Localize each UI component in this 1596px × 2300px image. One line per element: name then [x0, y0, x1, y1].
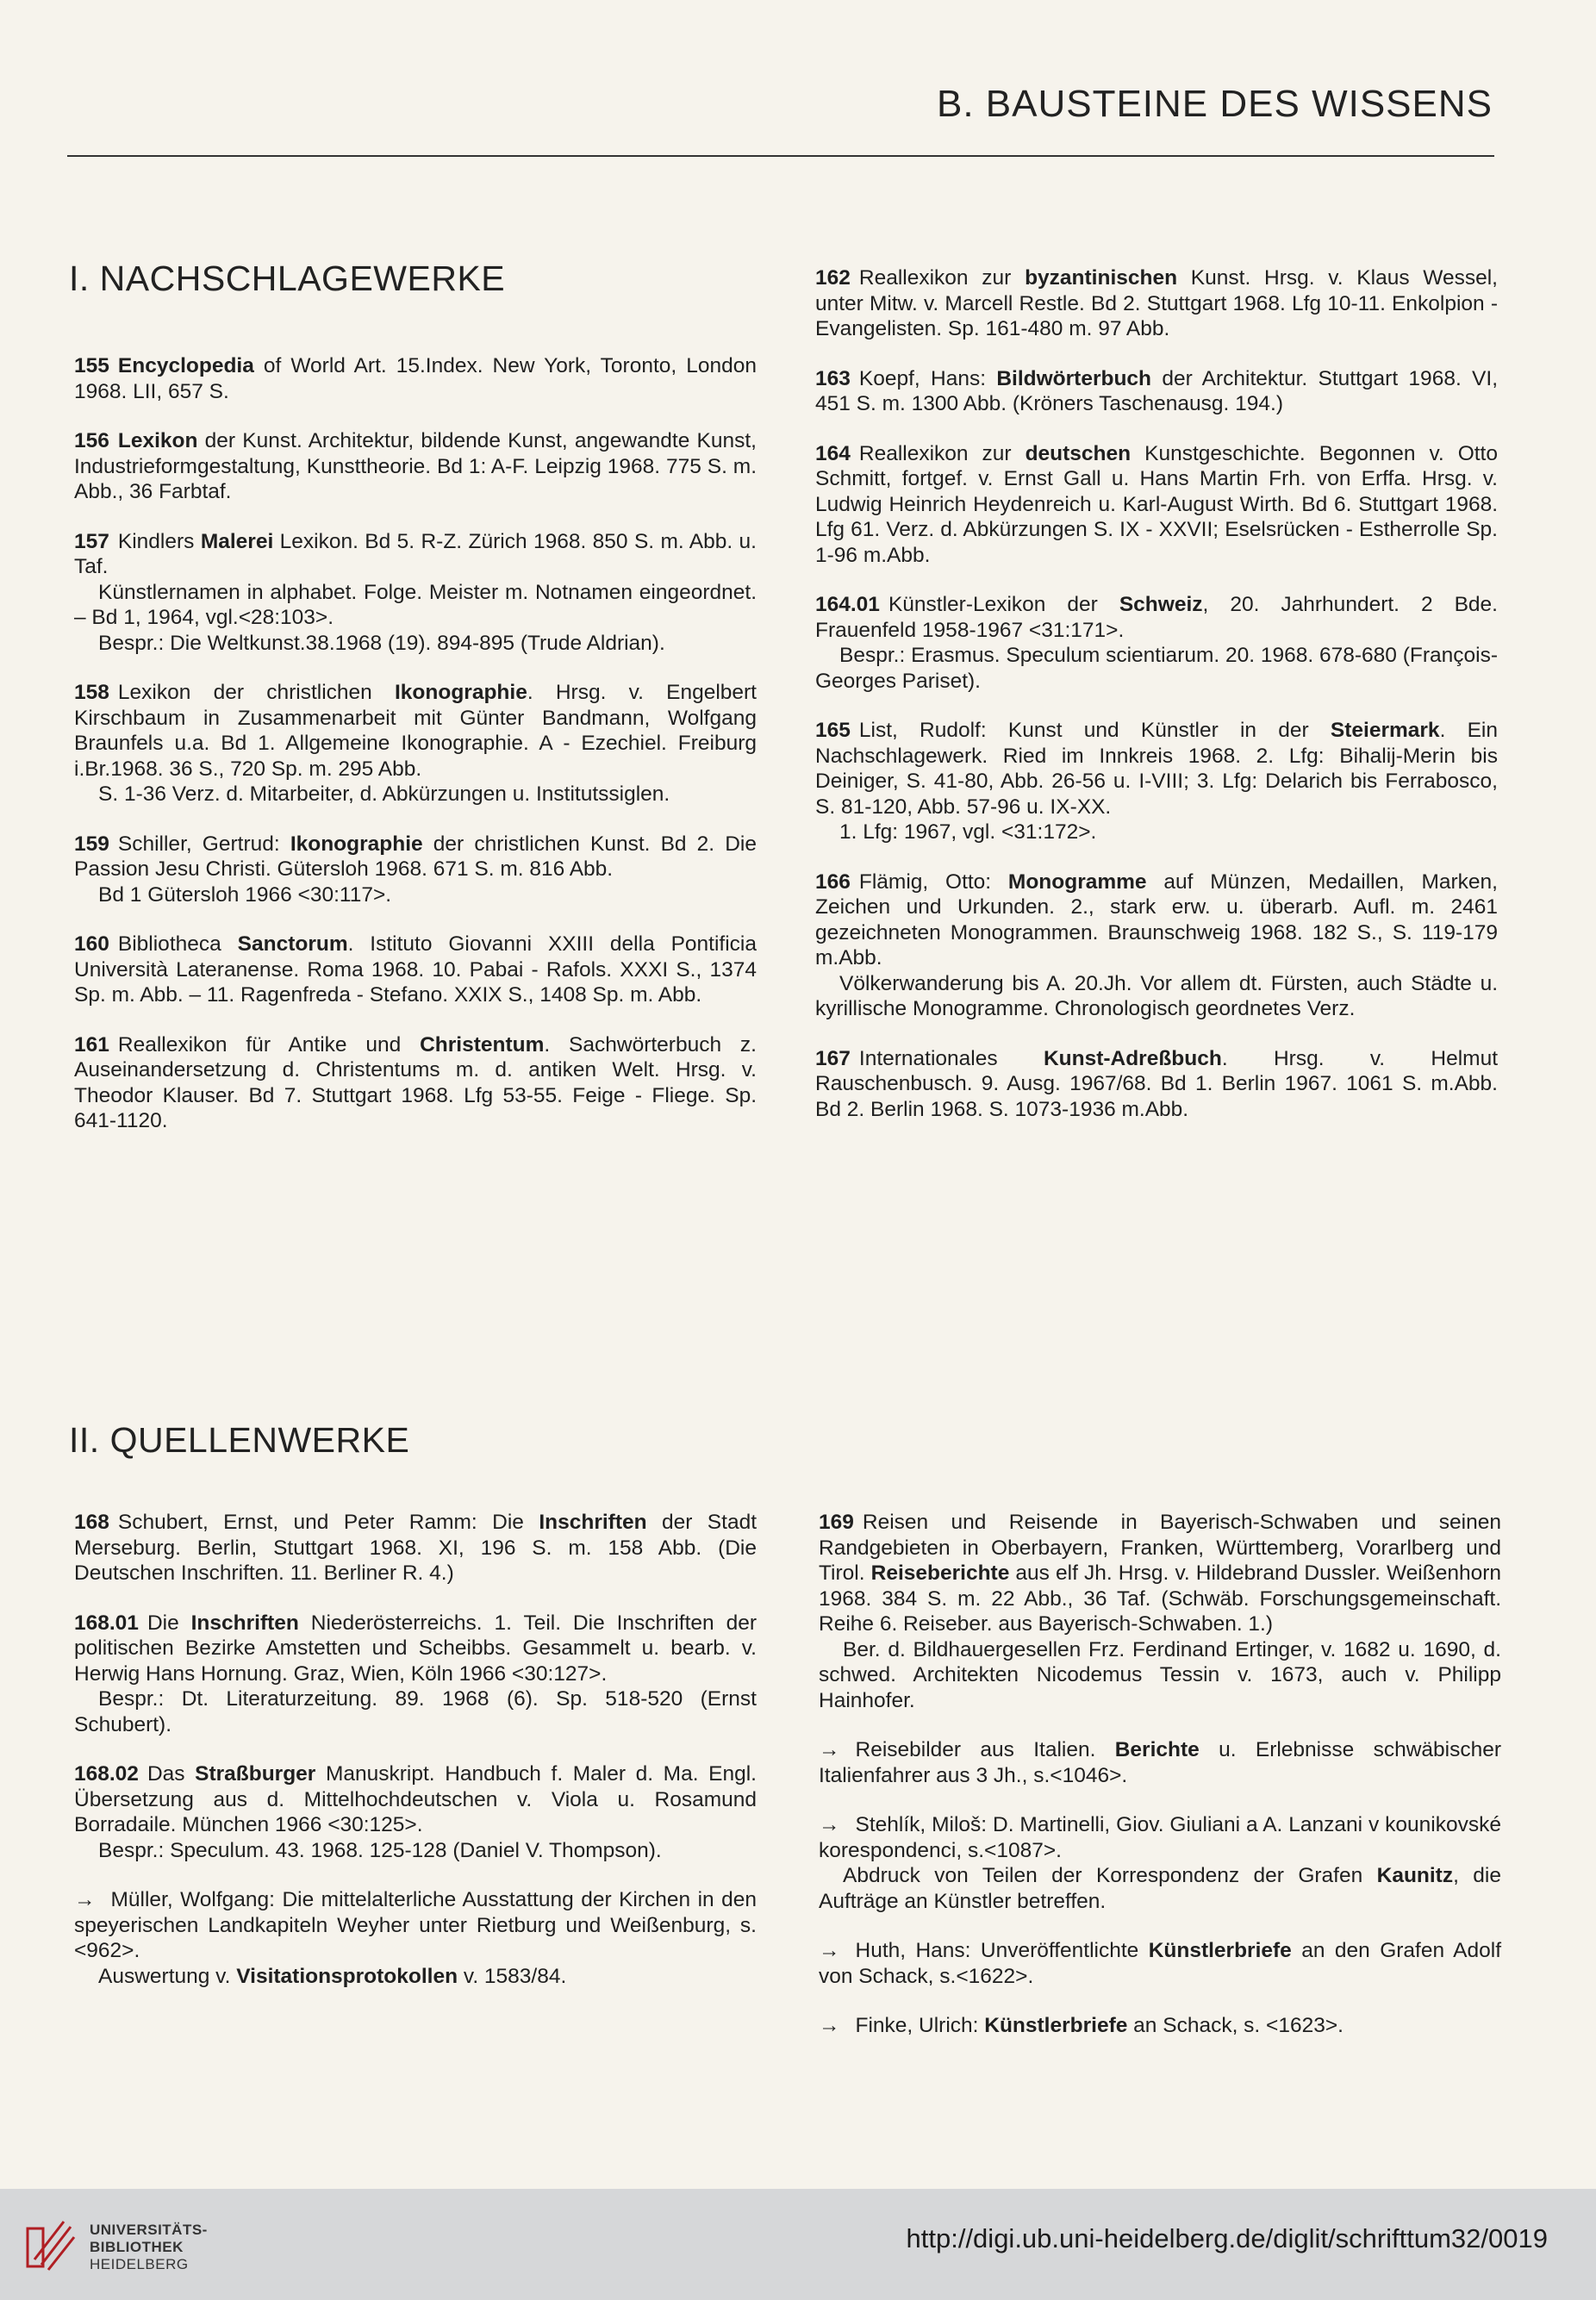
entry-number: 166 [815, 870, 851, 894]
entry-text: . Hrsg. v. Helmut Rauschenbusch. 9. Ausg. 1967/68. Bd 1. Berlin 1967. 1061 S. m.Abb. Bd 2. Berlin 1968. S. 1073-1936 m.Abb. [815, 1046, 1499, 1121]
section-title-nachschlagewerke: I. NACHSCHLAGEWERKE [69, 259, 506, 298]
entry-note: Bd 1 Gütersloh 1966 <30:117>. [98, 882, 392, 907]
bibliography-entry [815, 1046, 1498, 1123]
entry-text: . Istituto Giovanni XXIII della Pontificia Università Lateranense. Roma 1968. 10. Pabai - Rafols. XXXI S., 1374 Sp. m. Abb. – 11. Ragenfreda - Stefano. XXIX S., 1408 Sp. m. Abb. [74, 932, 757, 1007]
entry-keyword: Straßburger [195, 1762, 316, 1786]
bibliography-entry [815, 592, 1498, 694]
entry-text: Kindlers [117, 529, 201, 553]
entry-keyword: Monogramme [1007, 870, 1147, 894]
entry-note [74, 1964, 757, 1990]
entry-keyword: Künstlerbriefe [984, 2014, 1128, 2037]
entry-text: , 20. Jahrhundert. 2 Bde. Frauenfeld 1958-1967 <31:171>. [815, 593, 1498, 642]
entry-text: Reisebilder aus Italien. [855, 1738, 1115, 1761]
entry-citation [819, 1812, 1501, 1863]
entry-text: List, Rudolf: Kunst und Künstler in der [858, 719, 1331, 742]
entry-text: der Stadt Merseburg. Berlin, Stuttgart 1968. XI, 196 S. m. 158 Abb. (Die Deutschen Inschriften. 11. Berliner R. 4.) [74, 1511, 757, 1585]
entry-keyword: Lexikon [117, 429, 198, 452]
cross-reference-arrow-icon: → [74, 1888, 96, 1911]
library-name-line2: BIBLIOTHEK [90, 2239, 184, 2255]
entry-text: auf Münzen, Medaillen, Marken, Zeichen und Urkunden. 2., stark erw. u. überarb. Aufl. m. 2461 gezeichneten Monogrammen. Braunschweig 1968. 182 S., S. 119-179 m.Abb. [815, 870, 1498, 969]
bibliography-entry [74, 832, 757, 908]
bibliography-entry [815, 441, 1498, 569]
bibliography-entry [74, 1611, 757, 1738]
entry-text: Die [147, 1611, 191, 1635]
entry-note: Künstlernamen in alphabet. Folge. Meister m. Notnamen eingeordnet. – Bd 1, 1964, vgl.<28:103>. [74, 580, 757, 629]
entry-note: 1. Lfg: 1967, vgl. <31:172>. [839, 820, 1097, 844]
bibliography-entry [74, 353, 757, 404]
bibliography-entry [815, 265, 1498, 342]
entry-text: Kunstgeschichte. Begonnen v. Otto Schmitt, fortgef. v. Ernst Gall u. Hans Martin Frh. von Erffa. Hrsg. v. Ludwig Heinrich Heydenreich u. Karl-August Wirth. Bd 6. Stuttgart 1968. Lfg 61. Verz. d. Abkürzungen S. IX - XXVII; Eselsrücken - Estherrolle Sp. 1-96 m.Abb. [815, 441, 1498, 567]
entry-citation [815, 592, 1498, 643]
bibliography-entry [815, 870, 1498, 1022]
entry-text: . Hrsg. v. Engelbert Kirschbaum in Zusammenarbeit mit Günter Bandmann, Wolfgang Braunfels u.a. Bd 1. Allgemeine Ikonographie. A - Ezechiel. Freiburg i.Br.1968. 36 S., 720 Sp. m. 295 Abb. [74, 681, 757, 781]
entry-keyword: Kunst-Adreßbuch [1043, 1046, 1222, 1070]
library-name [90, 2222, 208, 2273]
entry-note: Bespr.: Die Weltkunst.38.1968 (19). 894-895 (Trude Aldrian). [98, 631, 665, 655]
entry-note: S. 1-36 Verz. d. Mitarbeiter, d. Abkürzungen u. Institutssiglen. [98, 782, 670, 806]
entry-keyword: Künstlerbriefe [1148, 1939, 1292, 1962]
bibliography-entry [74, 932, 757, 1008]
entry-text: Huth, Hans: Unveröffentlichte [855, 1939, 1149, 1962]
entry-text: . Sachwörterbuch z. Auseinandersetzung d. Christentums m. d. antiken Welt. Hrsg. v. Theodor Klauser. Bd 7. Stuttgart 1968. Lfg 53-55. Feige - Fliege. Sp. 641-1120. [74, 1032, 757, 1132]
entry-text: Bibliotheca [117, 932, 238, 956]
entry-note: Bespr.: Erasmus. Speculum scientiarum. 20. 1968. 678-680 (François-Georges Pariset). [815, 644, 1498, 693]
cross-reference-arrow-icon: → [819, 1813, 840, 1836]
entry-text: Stehlík, Miloš: D. Martinelli, Giov. Giuliani a A. Lanzani v kounikovské korespondenci, s.<1087>. [819, 1813, 1501, 1862]
bibliography-entry [819, 1737, 1501, 1788]
entry-citation [815, 265, 1498, 342]
cross-reference-arrow-icon: → [819, 2014, 840, 2037]
entry-citation [74, 832, 757, 882]
bibliography-entry [74, 1032, 757, 1134]
entry-keyword: deutschen [1025, 441, 1132, 465]
entry-keyword: Sanctorum [237, 932, 348, 956]
entry-text: Müller, Wolfgang: Die mittelalterliche Ausstattung der Kirchen in den speyerischen Landkapiteln Weyher unter Rietburg und Weißenburg, s.<962>. [74, 1888, 757, 1962]
entry-number: 159 [74, 832, 109, 856]
entry-citation [74, 1887, 757, 1964]
bibliography-entry [819, 1938, 1501, 1989]
entry-number: 161 [74, 1032, 109, 1057]
header-rule [67, 155, 1494, 157]
entry-number: 157 [74, 529, 109, 553]
entry-citation [74, 1510, 757, 1586]
entry-number: 167 [815, 1046, 851, 1070]
entry-keyword: Visitationsprotokollen [236, 1964, 458, 1988]
entry-note: Ber. d. Bildhauergesellen Frz. Ferdinand Ertinger, v. 1682 u. 1690, d. schwed. Architekten Nicodemus Tessin v. 1673, auch v. Philipp Hainhofer. [819, 1637, 1501, 1712]
entry-number: 158 [74, 681, 109, 704]
entry-text: Manuskript. Handbuch f. Maler d. Ma. Engl. Übersetzung aus d. Mittelhochdeutschen v. Viola u. Rosamund Borradaile. München 1966 <30:125>. [74, 1762, 757, 1836]
entry-keyword: Inschriften [539, 1511, 647, 1534]
cross-reference-arrow-icon: → [819, 1939, 840, 1962]
bibliography-entry [815, 718, 1498, 845]
column-left-nachschlagewerke [74, 353, 757, 1158]
entry-text: Das [147, 1762, 196, 1786]
entry-number: 165 [815, 719, 851, 742]
entry-text: . Ein Nachschlagewerk. Ried im Innkreis 1968. 2. Lfg: Bihalij-Merin bis Deiniger, S. 41-80, Abb. 26-56 u. I-VIII; 3. Lfg: Delarich bis Ferrabosco, S. 81-120, Abb. 57-96 u. IX-XX. [815, 719, 1499, 819]
library-logo-icon[interactable] [22, 2216, 78, 2272]
entry-keyword: Steiermark [1330, 719, 1440, 742]
entry-citation [819, 1510, 1501, 1637]
entry-citation [819, 2013, 1501, 2039]
entry-keyword: Kaunitz [1376, 1864, 1454, 1887]
entry-number: 160 [74, 932, 109, 956]
entry-note: Völkerwanderung bis A. 20.Jh. Vor allem dt. Fürsten, auch Städte u. kyrillische Monogramme. Chronologisch geordnetes Verz. [815, 971, 1498, 1020]
entry-citation [815, 718, 1498, 820]
library-name-line3: HEIDELBERG [90, 2256, 189, 2272]
entry-text: Reallexikon zur [858, 441, 1026, 465]
entry-text: Internationales [858, 1046, 1044, 1070]
entry-note: Bespr.: Dt. Literaturzeitung. 89. 1968 (6). Sp. 518-520 (Ernst Schubert). [74, 1687, 757, 1736]
entry-keyword: Bildwörterbuch [996, 366, 1152, 390]
entry-keyword: Ikonographie [395, 681, 527, 704]
bibliography-entry [74, 428, 757, 505]
entry-text: an den Grafen Adolf von Schack, s.<1622>. [819, 1939, 1501, 1988]
entry-note-text: v. 1583/84. [458, 1964, 567, 1988]
entry-citation [819, 1737, 1501, 1788]
entry-note [819, 1863, 1501, 1914]
footer-bar [0, 2189, 1596, 2300]
entry-text: Kunst. Hrsg. v. Klaus Wessel, unter Mitw. v. Marcell Restle. Bd 2. Stuttgart 1968. Lfg 10-11. Enkolpion - Evangelisten. Sp. 161-480 m. 97 Abb. [815, 266, 1498, 340]
entry-note-text: Abdruck von Teilen der Korrespondenz der Grafen [843, 1864, 1377, 1887]
entry-number: 168.02 [74, 1762, 139, 1786]
entry-text: der Architektur. Stuttgart 1968. VI, 451 S. m. 1300 Abb. (Kröners Taschenausg. 194.) [815, 366, 1499, 415]
entry-text: Koepf, Hans: [858, 366, 997, 390]
library-name-line1: UNIVERSITÄTS- [90, 2222, 208, 2238]
bibliography-entry [74, 1887, 757, 1989]
entry-text: u. Erlebnisse schwäbischer Italienfahrer aus 3 Jh., s.<1046>. [819, 1738, 1502, 1787]
entry-citation [815, 870, 1498, 971]
entry-number: 164 [815, 441, 851, 465]
entry-citation [74, 529, 757, 580]
section-title-quellenwerke: II. QUELLENWERKE [69, 1420, 410, 1460]
entry-text: Finke, Ulrich: [855, 2014, 985, 2037]
source-url-link[interactable]: http://digi.ub.uni-heidelberg.de/diglit/schrifttum32/0019 [906, 2223, 1548, 2253]
running-head: B. BAUSTEINE DES WISSENS [936, 83, 1493, 125]
entry-keyword: Encyclopedia [117, 354, 254, 377]
entry-citation [74, 1761, 757, 1838]
entry-text: der Kunst. Architektur, bildende Kunst, angewandte Kunst, Industrieformgestaltung, Kunsttheorie. Bd 1: A-F. Leipzig 1968. 775 S. m. Abb., 36 Farbtaf. [74, 429, 757, 503]
entry-text: Niederösterreichs. 1. Teil. Die Inschriften der politischen Bezirke Amstetten und Scheibbs. Gesammelt u. bearb. v. Herwig Hans Hornung. Graz, Wien, Köln 1966 <30:127>. [74, 1611, 757, 1686]
entry-keyword: Malerei [200, 529, 274, 553]
entry-note-text: , die Aufträge an Künstler betreffen. [819, 1864, 1501, 1913]
entry-text: Künstler-Lexikon der [888, 593, 1119, 616]
entry-text: Reallexikon für Antike und [117, 1032, 421, 1057]
entry-text: Reisen und Reisende in Bayerisch-Schwaben und seinen Randgebieten in Oberbayern, Franken, Württemberg, Vorarlberg und Tirol. [819, 1511, 1501, 1585]
entry-keyword: Inschriften [190, 1611, 299, 1635]
entry-keyword: Reiseberichte [870, 1561, 1010, 1585]
entry-citation [815, 441, 1498, 569]
bibliography-entry [815, 366, 1498, 417]
entry-citation [74, 1611, 757, 1687]
entry-keyword: Schweiz [1119, 593, 1203, 616]
bibliography-entry [819, 2013, 1501, 2039]
entry-text: Schiller, Gertrud: [117, 832, 290, 856]
entry-text: of World Art. 15.Index. New York, Toronto, London 1968. LII, 657 S. [74, 354, 757, 403]
entry-text: an Schack, s. <1623>. [1127, 2014, 1344, 2037]
entry-text: aus elf Jh. Hrsg. v. Hildebrand Dussler. Weißenhorn 1968. 384 S. m. 22 Abb., 36 Taf. (Schwäb. Forschungsgemeinschaft. Reihe 6. Reiseber. aus Bayerisch-Schwaben. 1.) [819, 1561, 1501, 1636]
entry-citation [74, 428, 757, 505]
column-right-nachschlagewerke [815, 265, 1498, 1146]
entry-text: Lexikon. Bd 5. R-Z. Zürich 1968. 850 S. m. Abb. u. Taf. [74, 529, 757, 578]
entry-number: 164.01 [815, 593, 880, 616]
entry-text: der christlichen Kunst. Bd 2. Die Passion Jesu Christi. Gütersloh 1968. 671 S. m. 816 Abb. [74, 832, 757, 881]
entry-citation [74, 680, 757, 782]
bibliography-entry [74, 1761, 757, 1863]
entry-number: 156 [74, 429, 109, 452]
entry-citation [74, 932, 757, 1008]
entry-citation [819, 1938, 1501, 1989]
entry-number: 168 [74, 1511, 109, 1534]
cross-reference-arrow-icon: → [819, 1738, 840, 1761]
entry-number: 163 [815, 366, 851, 390]
entry-text: Reallexikon zur [858, 266, 1026, 290]
bibliography-entry [819, 1510, 1501, 1713]
entry-text: Flämig, Otto: [858, 870, 1008, 894]
entry-citation [74, 353, 757, 404]
entry-keyword: byzantinischen [1025, 266, 1178, 290]
bibliography-entry [74, 1510, 757, 1586]
column-left-quellenwerke [74, 1510, 757, 2013]
column-right-quellenwerke [819, 1510, 1501, 2063]
entry-keyword: Berichte [1114, 1738, 1200, 1761]
bibliography-entry [74, 680, 757, 807]
entry-text: Lexikon der christlichen [117, 681, 395, 704]
entry-note: Bespr.: Speculum. 43. 1968. 125-128 (Daniel V. Thompson). [98, 1838, 662, 1862]
entry-citation [815, 366, 1498, 417]
entry-keyword: Ikonographie [290, 832, 423, 856]
entry-citation [74, 1032, 757, 1134]
entry-number: 169 [819, 1511, 854, 1534]
entry-citation [815, 1046, 1498, 1123]
entry-number: 168.01 [74, 1611, 139, 1635]
entry-number: 162 [815, 266, 851, 290]
entry-keyword: Christentum [420, 1032, 545, 1057]
entry-note-text: Auswertung v. [98, 1964, 237, 1988]
entry-text: Schubert, Ernst, und Peter Ramm: Die [117, 1511, 539, 1534]
bibliography-entry [74, 529, 757, 657]
entry-number: 155 [74, 354, 109, 377]
bibliography-entry [819, 1812, 1501, 1914]
